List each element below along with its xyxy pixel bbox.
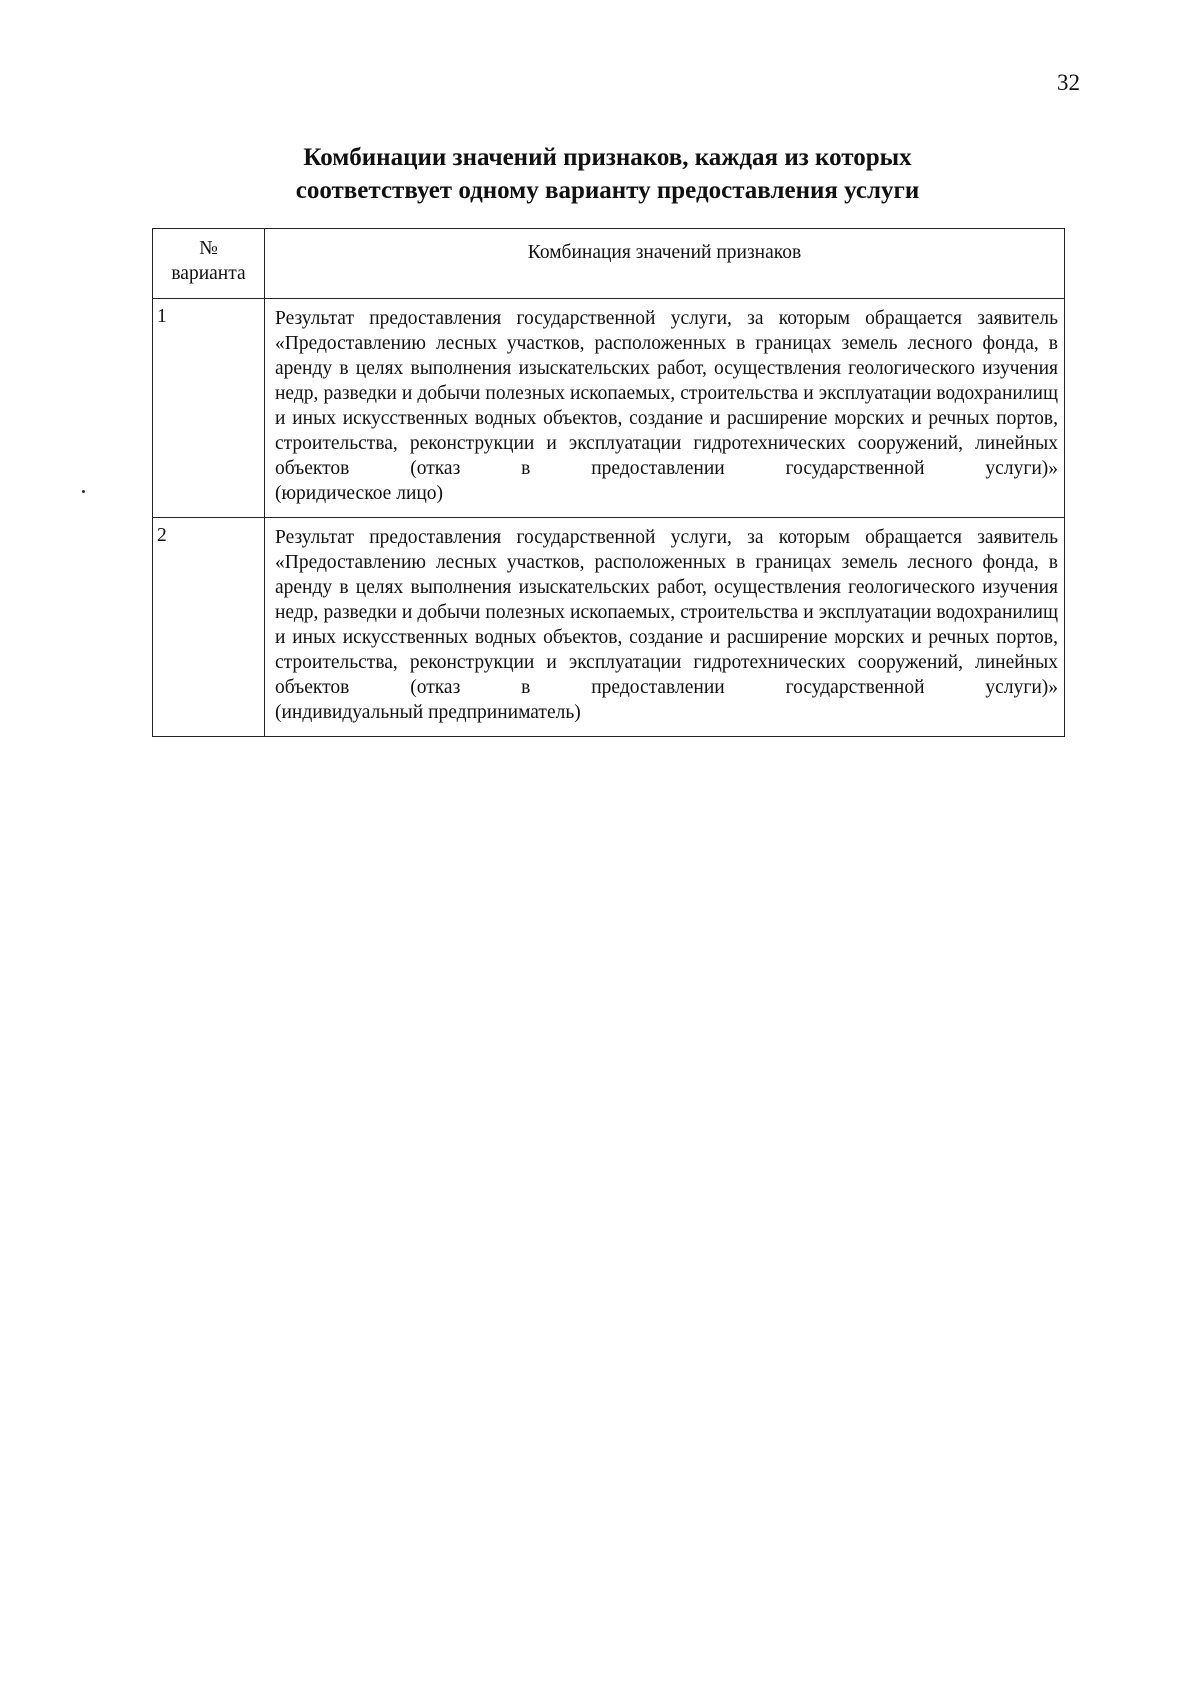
header-variant-number [153,229,265,299]
combination-cell [265,299,1065,518]
applicant-type: (индивидуальный предприниматель) [275,702,581,723]
title-line-1: Комбинации значений признаков, каждая из которых [303,144,912,171]
table-row [153,299,1065,518]
variant-number-cell: 1 [153,299,265,518]
combination-text: Результат предоставления государственной услуги, за которым обращается заявитель «Предоставлению лесных участков, расположенных в границах земель лесного фонда, в аренду в целях выполнения изыскательских работ, осуществления геологического изучения недр, разведки и добычи полезных ископаемых, строительства и эксплуатации водохранилищ и иных искусственных водных объектов, создание и расширение морских и речных портов, строительства, реконструкции и эксплуатации гидротехнических сооружений, линейных объектов (отказ в предоставлении государственной услуги)» [275,308,1058,479]
scan-speck [82,490,85,493]
table-header-row [153,229,1065,299]
variants-table [152,228,1065,737]
header-number-sign: № [199,238,218,259]
combination-text: Результат предоставления государственной услуги, за которым обращается заявитель «Предоставлению лесных участков, расположенных в границах земель лесного фонда, в аренду в целях выполнения изыскательских работ, осуществления геологического изучения недр, разведки и добычи полезных ископаемых, строительства и эксплуатации водохранилищ и иных искусственных водных объектов, создание и расширение морских и речных портов, строительства, реконструкции и эксплуатации гидротехнических сооружений, линейных объектов (отказ в предоставлении государственной услуги)» [275,527,1058,698]
header-combination: Комбинация значений признаков [265,229,1065,299]
combination-cell [265,518,1065,737]
variant-number-cell: 2 [153,518,265,737]
header-variant-label: варианта [171,263,246,284]
title-line-2: соответствует одному варианту предоставления услуги [295,177,920,204]
applicant-type: (юридическое лицо) [275,483,444,504]
page-number: 32 [1057,70,1080,95]
table-row [153,518,1065,737]
document-title [150,141,1065,207]
